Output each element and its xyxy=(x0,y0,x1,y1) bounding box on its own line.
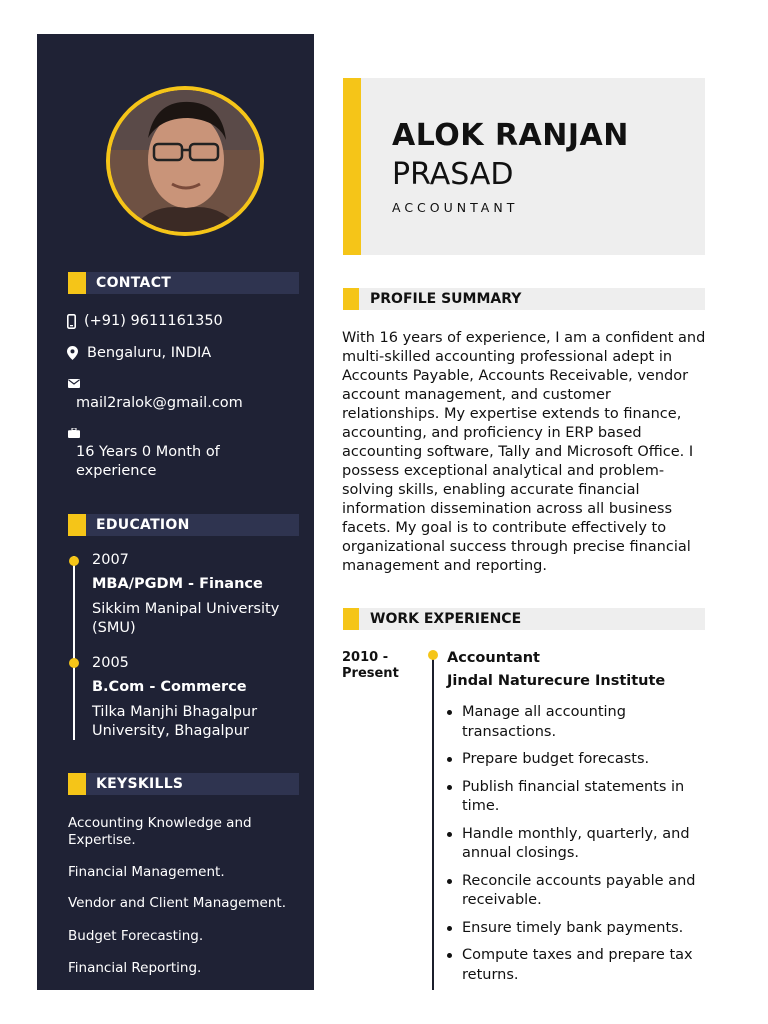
education-timeline xyxy=(73,556,75,740)
contact-phone: (+91) 9611161350 xyxy=(84,313,223,329)
name-header-accent xyxy=(343,78,361,255)
keyskills-heading xyxy=(68,773,299,795)
education-heading xyxy=(68,514,299,536)
education-heading-text: EDUCATION xyxy=(96,517,190,533)
education-timeline-dot xyxy=(69,658,79,668)
profile-summary-heading-text: PROFILE SUMMARY xyxy=(370,291,522,307)
profile-summary-heading xyxy=(343,288,705,310)
work-role: Accountant xyxy=(447,650,540,666)
work-bullet-list xyxy=(447,703,712,993)
contact-email[interactable]: mail2ralok@gmail.com xyxy=(76,395,243,411)
work-timeline xyxy=(432,656,434,990)
education-year: 2007 xyxy=(92,552,129,568)
education-timeline-dot xyxy=(69,556,79,566)
contact-heading-accent xyxy=(68,272,86,294)
education-degree: MBA/PGDM - Finance xyxy=(92,576,263,592)
work-bullet: Compute taxes and prepare tax returns. xyxy=(447,946,712,985)
work-bullet: Manage all accounting transactions. xyxy=(447,703,712,742)
contact-heading-text: CONTACT xyxy=(96,275,172,291)
work-timeline-dot xyxy=(428,650,438,660)
work-experience-heading xyxy=(343,608,705,630)
work-bullet: Ensure timely bank payments. xyxy=(447,919,712,939)
phone-icon xyxy=(67,314,76,329)
keyskills-heading-accent xyxy=(68,773,86,795)
work-company: Jindal Naturecure Institute xyxy=(447,673,666,689)
education-heading-accent xyxy=(68,514,86,536)
keyskills-heading-text: KEYSKILLS xyxy=(96,776,184,792)
profile-summary-text: With 16 years of experience, I am a confident and multi-skilled accounting professional adept in Accounts Payable, Accounts Receivable, vendor account management, and customer relationships. My expertise extends to finance, accounting, and proficiency in ERP based accounting software, Tally and Microsoft Office. I possess exceptional analytical and problem-solving skills, enabling accurate financial information dissemination across all business facets. My goal is to contribute effectively to organizational success through precise financial management and reporting. xyxy=(342,330,706,574)
work-bullet: Handle monthly, quarterly, and annual closings. xyxy=(447,825,712,864)
education-year: 2005 xyxy=(92,655,129,671)
keyskill-item: Budget Forecasting. xyxy=(68,928,204,944)
profile-photo xyxy=(106,86,264,236)
name-first-line: ALOK RANJAN xyxy=(392,118,629,153)
work-date: 2010 - Present xyxy=(342,650,399,681)
education-degree: B.Com - Commerce xyxy=(92,679,247,695)
work-bullet: Publish financial statements in time. xyxy=(447,778,712,817)
email-icon xyxy=(68,379,80,388)
keyskill-item: Vendor and Client Management. xyxy=(68,895,287,911)
job-title: ACCOUNTANT xyxy=(392,200,519,215)
keyskill-item: Financial Management. xyxy=(68,864,225,880)
contact-heading xyxy=(68,272,299,294)
work-experience-accent xyxy=(343,608,359,630)
name-second-line: PRASAD xyxy=(392,157,514,192)
education-school: Tilka Manjhi Bhagalpur University, Bhagalpur xyxy=(92,704,258,739)
profile-summary-accent xyxy=(343,288,359,310)
contact-location: Bengaluru, INDIA xyxy=(87,345,212,361)
education-school: Sikkim Manipal University (SMU) xyxy=(92,601,280,636)
contact-experience: 16 Years 0 Month of experience xyxy=(76,444,220,479)
keyskill-item: Accounting Knowledge and Expertise. xyxy=(68,815,252,848)
keyskill-item: Financial Reporting. xyxy=(68,960,202,976)
work-experience-heading-text: WORK EXPERIENCE xyxy=(370,611,522,627)
location-pin-icon xyxy=(67,346,78,360)
work-bullet: Prepare budget forecasts. xyxy=(447,750,712,770)
work-bullet: Reconcile accounts payable and receivable. xyxy=(447,872,712,911)
briefcase-icon xyxy=(68,428,80,438)
